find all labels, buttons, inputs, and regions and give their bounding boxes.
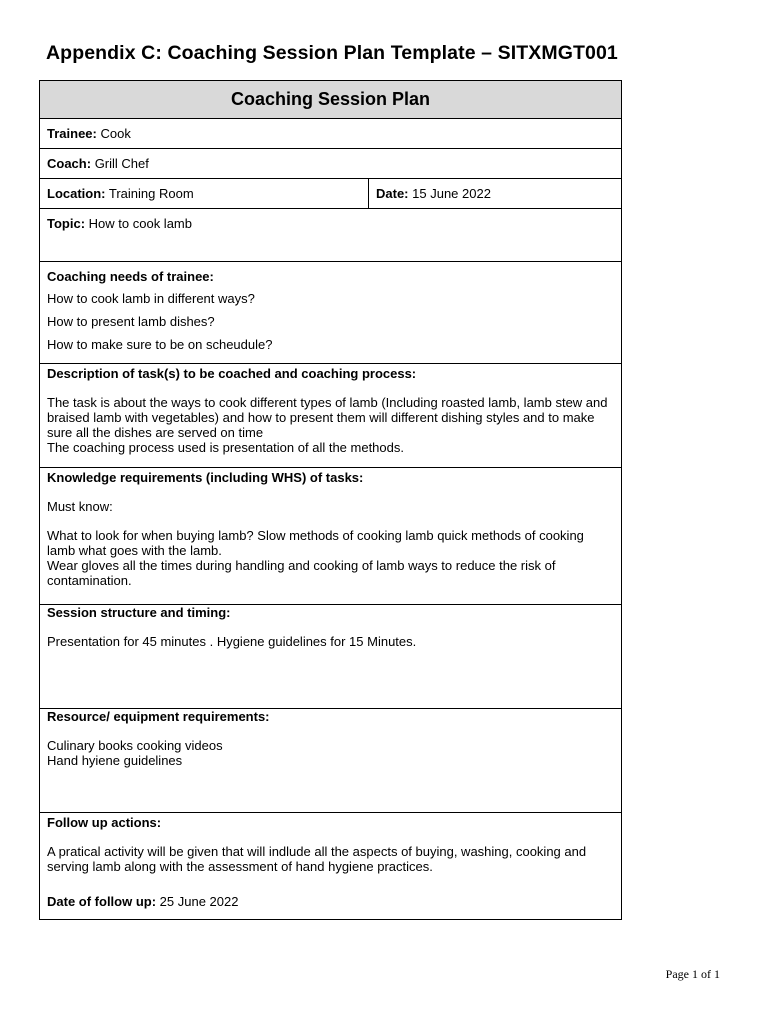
coaching-needs-heading: Coaching needs of trainee:	[47, 269, 214, 284]
resource-line: Culinary books cooking videos	[47, 738, 223, 753]
location-value: Training Room	[108, 186, 194, 201]
location-cell	[40, 179, 369, 209]
plan-header: Coaching Session Plan	[40, 81, 622, 119]
document-title: Appendix C: Coaching Session Plan Template – SITXMGT001	[46, 42, 618, 64]
topic-label: Topic:	[47, 216, 86, 231]
knowledge-heading: Knowledge requirements (including WHS) of tasks:	[47, 470, 364, 485]
date-cell	[369, 179, 622, 209]
coach-value: Grill Chef	[94, 156, 149, 171]
date-value: 15 June 2022	[412, 186, 491, 201]
resources-heading: Resource/ equipment requirements:	[47, 709, 270, 724]
coaching-needs-section	[40, 262, 622, 364]
follow-up-date-value: 25 June 2022	[159, 894, 239, 909]
trainee-value: Cook	[100, 126, 131, 141]
trainee-row	[40, 119, 622, 149]
knowledge-section	[40, 468, 622, 605]
coaching-need-item: How to present lamb dishes?	[47, 314, 215, 329]
session-heading: Session structure and timing:	[47, 605, 231, 620]
coach-label: Coach:	[47, 156, 92, 171]
must-know-label: Must know:	[47, 499, 113, 514]
description-paragraph: The coaching process used is presentation of all the methods.	[47, 440, 404, 455]
coach-row	[40, 149, 622, 179]
knowledge-paragraph: Wear gloves all the times during handling and cooking of lamb ways to reduce the risk of contamination.	[47, 558, 556, 588]
description-section	[40, 364, 622, 468]
follow-up-text: A pratical activity will be given that will indlude all the aspects of buying, washing, cooking and serving lamb along with the assessment of hand hygiene practices.	[47, 844, 587, 874]
coaching-session-plan-table	[39, 80, 622, 920]
coaching-need-item: How to cook lamb in different ways?	[47, 291, 255, 306]
follow-up-date-label: Date of follow up:	[47, 894, 157, 909]
location-label: Location:	[47, 186, 106, 201]
resource-line: Hand hyiene guidelines	[47, 753, 183, 768]
resources-section	[40, 709, 622, 813]
date-label: Date:	[376, 186, 409, 201]
description-heading: Description of task(s) to be coached and coaching process:	[47, 366, 417, 381]
trainee-label: Trainee:	[47, 126, 97, 141]
topic-row	[40, 209, 622, 262]
description-paragraph: The task is about the ways to cook different types of lamb (Including roasted lamb, lamb stew and braised lamb with vegetables) and how to present them will different dishing styles and to make sure all the dishes are served on time	[47, 395, 608, 440]
coaching-need-item: How to make sure to be on scheudule?	[47, 337, 273, 352]
session-structure-section	[40, 605, 622, 709]
follow-up-heading: Follow up actions:	[47, 815, 162, 830]
topic-value: How to cook lamb	[88, 216, 192, 231]
follow-up-date-line	[47, 894, 614, 909]
knowledge-paragraph: What to look for when buying lamb? Slow methods of cooking lamb quick methods of cooking lamb what goes with the lamb.	[47, 528, 584, 558]
page-number: Page 1 of 1	[665, 967, 720, 981]
session-text: Presentation for 45 minutes . Hygiene guidelines for 15 Minutes.	[47, 634, 417, 649]
follow-up-section	[40, 813, 622, 920]
